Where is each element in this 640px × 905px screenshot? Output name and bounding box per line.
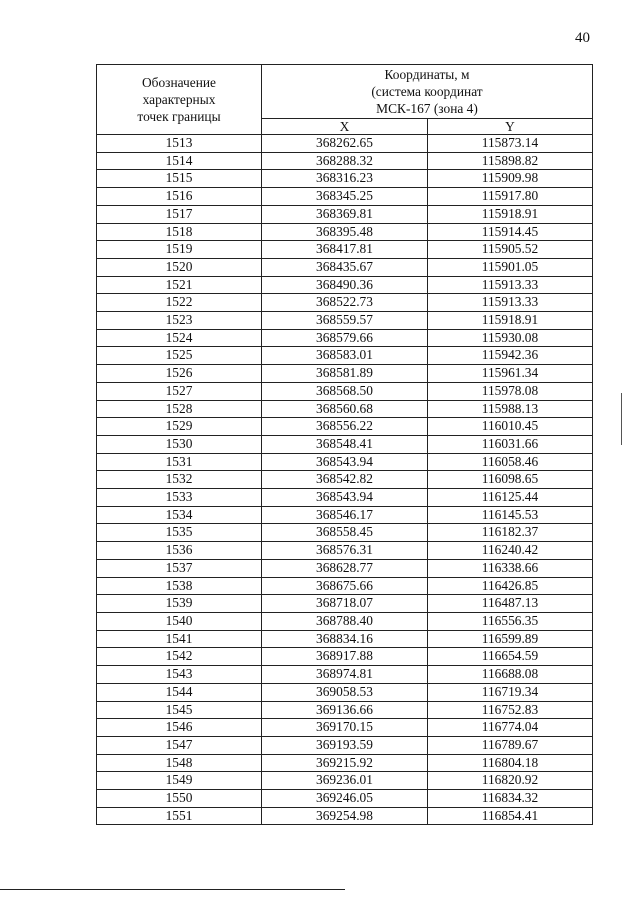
x-coordinate-cell: 369170.15	[262, 719, 428, 737]
point-id-cell: 1530	[97, 435, 262, 453]
point-id-cell: 1535	[97, 524, 262, 542]
table-row	[97, 683, 593, 701]
table-row	[97, 630, 593, 648]
table-row	[97, 807, 593, 825]
x-coordinate-cell: 369136.66	[262, 701, 428, 719]
y-coordinate-cell: 116789.67	[428, 736, 593, 754]
table-row	[97, 648, 593, 666]
point-id-cell: 1543	[97, 666, 262, 684]
point-id-cell: 1546	[97, 719, 262, 737]
point-id-cell: 1544	[97, 683, 262, 701]
x-coordinate-cell: 368628.77	[262, 559, 428, 577]
point-id-cell: 1551	[97, 807, 262, 825]
y-coordinate-cell: 116098.65	[428, 471, 593, 489]
table-row	[97, 276, 593, 294]
y-coordinate-cell: 115988.13	[428, 400, 593, 418]
y-coordinate-cell: 116804.18	[428, 754, 593, 772]
table-row	[97, 524, 593, 542]
x-coordinate-cell: 369215.92	[262, 754, 428, 772]
y-coordinate-cell: 115917.80	[428, 188, 593, 206]
y-coordinate-cell: 115913.33	[428, 294, 593, 312]
table-row	[97, 489, 593, 507]
y-coordinate-cell: 115914.45	[428, 223, 593, 241]
x-coordinate-cell: 368583.01	[262, 347, 428, 365]
x-coordinate-cell: 368576.31	[262, 542, 428, 560]
table-row	[97, 382, 593, 400]
y-coordinate-cell: 115918.91	[428, 312, 593, 330]
point-id-cell: 1514	[97, 152, 262, 170]
point-id-cell: 1549	[97, 772, 262, 790]
point-id-cell: 1519	[97, 241, 262, 259]
point-id-cell: 1548	[97, 754, 262, 772]
x-coordinate-cell: 368917.88	[262, 648, 428, 666]
point-id-cell: 1516	[97, 188, 262, 206]
x-coordinate-cell: 368417.81	[262, 241, 428, 259]
point-id-cell: 1528	[97, 400, 262, 418]
y-coordinate-cell: 115942.36	[428, 347, 593, 365]
table-row	[97, 435, 593, 453]
x-coordinate-cell: 368558.45	[262, 524, 428, 542]
x-coordinate-cell: 369193.59	[262, 736, 428, 754]
point-id-cell: 1550	[97, 790, 262, 808]
point-id-cell: 1527	[97, 382, 262, 400]
point-id-cell: 1540	[97, 612, 262, 630]
x-coordinate-cell: 368369.81	[262, 205, 428, 223]
y-coordinate-cell: 115978.08	[428, 382, 593, 400]
point-header-line-2: характерных	[142, 92, 216, 107]
point-id-cell: 1542	[97, 648, 262, 666]
y-coordinate-cell: 116820.92	[428, 772, 593, 790]
x-coordinate-cell: 368490.36	[262, 276, 428, 294]
margin-mark	[621, 393, 622, 445]
x-coordinate-cell: 368345.25	[262, 188, 428, 206]
x-coordinate-cell: 369236.01	[262, 772, 428, 790]
point-id-cell: 1539	[97, 595, 262, 613]
x-coordinate-cell: 368316.23	[262, 170, 428, 188]
coords-header-line-3: МСК-167 (зона 4)	[376, 101, 478, 116]
x-coordinate-cell: 368675.66	[262, 577, 428, 595]
point-id-cell: 1515	[97, 170, 262, 188]
x-coordinate-cell: 368288.32	[262, 152, 428, 170]
point-id-cell: 1529	[97, 418, 262, 436]
table-row	[97, 241, 593, 259]
table-row	[97, 666, 593, 684]
y-coordinate-cell: 116556.35	[428, 612, 593, 630]
x-coordinate-cell: 368718.07	[262, 595, 428, 613]
y-coordinate-cell: 116426.85	[428, 577, 593, 595]
table-row	[97, 329, 593, 347]
coordinates-table	[96, 64, 593, 825]
x-coordinate-cell: 368435.67	[262, 258, 428, 276]
y-coordinate-cell: 115901.05	[428, 258, 593, 276]
x-column-header: X	[262, 119, 428, 135]
table-row	[97, 418, 593, 436]
y-coordinate-cell: 115918.91	[428, 205, 593, 223]
x-coordinate-cell: 368542.82	[262, 471, 428, 489]
point-id-cell: 1532	[97, 471, 262, 489]
table-row	[97, 559, 593, 577]
table-row	[97, 347, 593, 365]
table-row	[97, 595, 593, 613]
y-coordinate-cell: 115961.34	[428, 365, 593, 383]
table-row	[97, 312, 593, 330]
x-coordinate-cell: 368568.50	[262, 382, 428, 400]
table-row	[97, 577, 593, 595]
table-row	[97, 453, 593, 471]
y-coordinate-cell: 116719.34	[428, 683, 593, 701]
x-coordinate-cell: 369254.98	[262, 807, 428, 825]
coordinates-header	[262, 65, 593, 119]
table-row	[97, 790, 593, 808]
y-coordinate-cell: 116688.08	[428, 666, 593, 684]
x-coordinate-cell: 368543.94	[262, 453, 428, 471]
point-id-cell: 1517	[97, 205, 262, 223]
point-id-cell: 1541	[97, 630, 262, 648]
table-row	[97, 294, 593, 312]
y-coordinate-cell: 115905.52	[428, 241, 593, 259]
y-coordinate-cell: 116752.83	[428, 701, 593, 719]
coords-header-line-1: Координаты, м	[384, 67, 470, 82]
table-row	[97, 736, 593, 754]
y-column-header: Y	[428, 119, 593, 135]
x-coordinate-cell: 368834.16	[262, 630, 428, 648]
x-coordinate-cell: 368548.41	[262, 435, 428, 453]
point-id-cell: 1526	[97, 365, 262, 383]
coords-header-line-2: (система координат	[371, 84, 483, 99]
point-id-cell: 1524	[97, 329, 262, 347]
y-coordinate-cell: 115898.82	[428, 152, 593, 170]
point-id-cell: 1518	[97, 223, 262, 241]
y-coordinate-cell: 116182.37	[428, 524, 593, 542]
point-id-cell: 1536	[97, 542, 262, 560]
table-row	[97, 188, 593, 206]
x-coordinate-cell: 368395.48	[262, 223, 428, 241]
table-row	[97, 754, 593, 772]
point-id-cell: 1521	[97, 276, 262, 294]
table-row	[97, 205, 593, 223]
point-id-cell: 1547	[97, 736, 262, 754]
x-coordinate-cell: 369246.05	[262, 790, 428, 808]
y-coordinate-cell: 116338.66	[428, 559, 593, 577]
x-coordinate-cell: 368546.17	[262, 506, 428, 524]
point-id-cell: 1522	[97, 294, 262, 312]
table-row	[97, 223, 593, 241]
x-coordinate-cell: 368559.57	[262, 312, 428, 330]
y-coordinate-cell: 116654.59	[428, 648, 593, 666]
x-coordinate-cell: 368560.68	[262, 400, 428, 418]
x-coordinate-cell: 369058.53	[262, 683, 428, 701]
y-coordinate-cell: 115930.08	[428, 329, 593, 347]
point-id-cell: 1531	[97, 453, 262, 471]
table-row	[97, 612, 593, 630]
table-row	[97, 542, 593, 560]
y-coordinate-cell: 116145.53	[428, 506, 593, 524]
table-row	[97, 258, 593, 276]
y-coordinate-cell: 116031.66	[428, 435, 593, 453]
x-coordinate-cell: 368543.94	[262, 489, 428, 507]
x-coordinate-cell: 368262.65	[262, 135, 428, 153]
y-coordinate-cell: 116487.13	[428, 595, 593, 613]
y-coordinate-cell: 116774.04	[428, 719, 593, 737]
y-coordinate-cell: 116010.45	[428, 418, 593, 436]
table-body	[97, 135, 593, 825]
point-id-cell: 1523	[97, 312, 262, 330]
y-coordinate-cell: 116058.46	[428, 453, 593, 471]
x-coordinate-cell: 368581.89	[262, 365, 428, 383]
footnote-divider	[0, 889, 345, 890]
point-id-cell: 1525	[97, 347, 262, 365]
point-id-cell: 1520	[97, 258, 262, 276]
y-coordinate-cell: 116834.32	[428, 790, 593, 808]
point-id-cell: 1513	[97, 135, 262, 153]
y-coordinate-cell: 116854.41	[428, 807, 593, 825]
point-header-line-1: Обозначение	[142, 75, 216, 90]
point-id-cell: 1538	[97, 577, 262, 595]
point-id-cell: 1533	[97, 489, 262, 507]
table-row	[97, 170, 593, 188]
x-coordinate-cell: 368788.40	[262, 612, 428, 630]
table-row	[97, 365, 593, 383]
x-coordinate-cell: 368522.73	[262, 294, 428, 312]
y-coordinate-cell: 115873.14	[428, 135, 593, 153]
point-id-cell: 1545	[97, 701, 262, 719]
header-row-main	[97, 65, 593, 119]
table-row	[97, 400, 593, 418]
x-coordinate-cell: 368556.22	[262, 418, 428, 436]
table-row	[97, 772, 593, 790]
table-row	[97, 471, 593, 489]
point-id-cell: 1534	[97, 506, 262, 524]
y-coordinate-cell: 115913.33	[428, 276, 593, 294]
table-row	[97, 701, 593, 719]
table-row	[97, 719, 593, 737]
y-coordinate-cell: 116125.44	[428, 489, 593, 507]
table-row	[97, 506, 593, 524]
point-id-cell: 1537	[97, 559, 262, 577]
x-coordinate-cell: 368579.66	[262, 329, 428, 347]
table-row	[97, 152, 593, 170]
page-number: 40	[575, 30, 590, 46]
point-designation-header	[97, 65, 262, 135]
x-coordinate-cell: 368974.81	[262, 666, 428, 684]
y-coordinate-cell: 116599.89	[428, 630, 593, 648]
point-header-line-3: точек границы	[137, 109, 221, 124]
y-coordinate-cell: 115909.98	[428, 170, 593, 188]
table-row	[97, 135, 593, 153]
y-coordinate-cell: 116240.42	[428, 542, 593, 560]
table-header	[97, 65, 593, 135]
